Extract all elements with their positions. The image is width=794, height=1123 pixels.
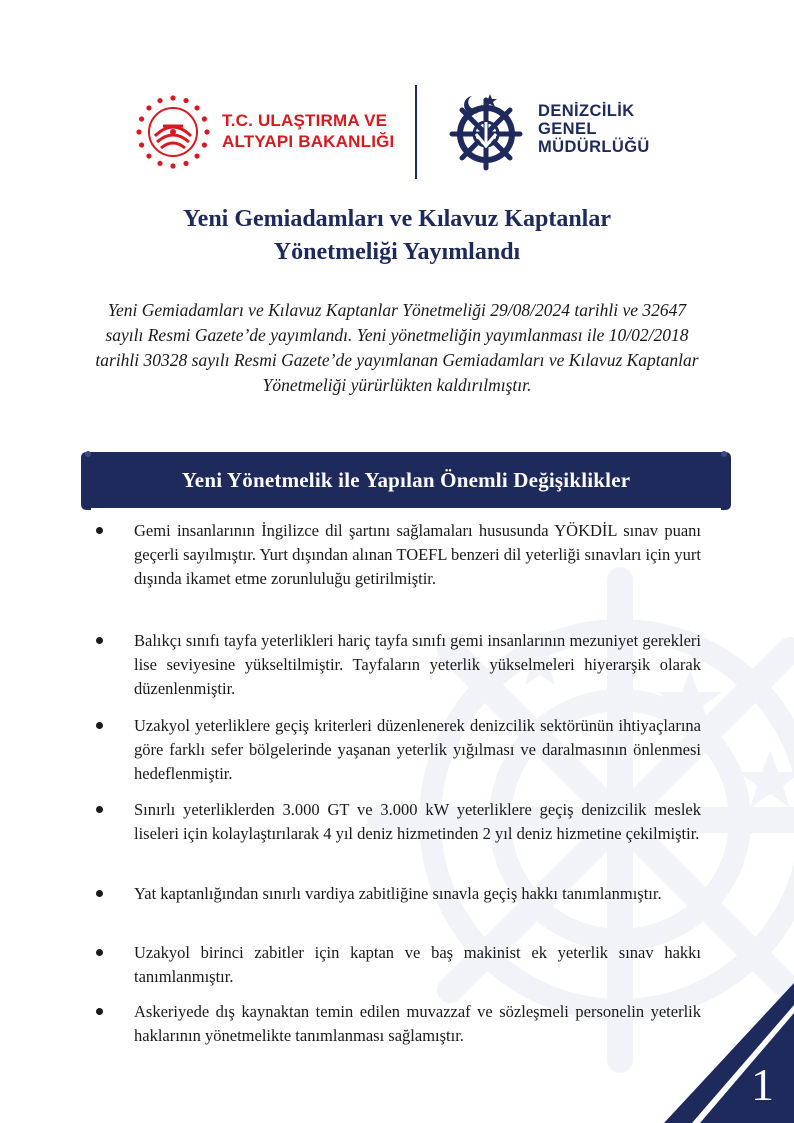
dgm-name-line1: DENİZCİLİK [538,102,635,120]
bullet-icon [96,637,103,644]
ship-wheel-anchor-logo-icon [442,88,526,174]
dgm-name [538,102,650,156]
bullet-icon [96,722,103,729]
header-divider [415,85,417,179]
ministry-name-line1: T.C. ULAŞTIRMA VE [222,111,388,130]
list-item-text: Gemi insanlarının İngilizce dil şartını sağlamaları hususunda YÖKDİL sınav puanı geçerli sayılmıştır. Yurt dışından alınan TOEFL benzeri dil yeterliği sınavları için yurt dışında ikamet etme zorunluluğu getirilmiştir. [134,521,701,588]
page-number: 1 [751,1059,774,1110]
bullet-icon [96,806,103,813]
list-item-text: Askeriyede dış kaynaktan temin edilen muvazzaf ve sözleşmeli personelin yeterlik haklarının yönetmelikte tanımlanması sağlamıştır. [134,1002,701,1045]
bullet-icon [96,890,103,897]
ministry-name [222,110,394,152]
intro-paragraph: Yeni Gemiadamları ve Kılavuz Kaptanlar Yönetmeliği 29/08/2024 tarihli ve 32647 sayılı Resmi Gazete’de yayımlandı. Yeni yönetmeliğin yayımlanması ile 10/02/2018 tarihli 30328 sayılı Resmi Gazete’de yayımlanan Gemiadamları ve Kılavuz Kaptanlar Yönetmeliği yürürlükten kaldırılmıştır. [95,300,699,395]
section-banner [87,452,725,508]
bullet-icon [96,949,103,956]
page-title-line2: Yönetmeliği Yayımlandı [273,239,521,265]
page-title [0,203,794,269]
list-item-text: Sınırlı yeterliklerden 3.000 GT ve 3.000 kW yeterliklere geçiş denizcilik meslek liseleri için kolaylaştırılarak 4 yıl deniz hizmetinden 2 yıl deniz hizmetine çekilmiştir. [134,800,701,843]
section-title: Yeni Yönetmelik ile Yapılan Önemli Değişiklikler [181,467,631,492]
list-item-text: Uzakyol yeterliklere geçiş kriterleri düzenlenerek denizcilik sektörünün ihtiyaçlarına göre farklı sefer bölgelerinde yaşanan yeterlik yığılması ve daralmasının önlenmesi hedeflenmiştir. [134,716,701,783]
page-title-line1: Yeni Gemiadamları ve Kılavuz Kaptanlar [183,206,611,232]
ministry-name-line2: ALTYAPI BAKANLIĞI [222,132,395,151]
ministry-star-logo-icon [133,92,213,172]
page-corner-decoration [664,983,794,1123]
bullet-icon [96,1008,103,1015]
dgm-name-line2: GENEL [538,120,597,138]
list-item-text: Uzakyol birinci zabitler için kaptan ve baş makinist ek yeterlik sınav hakkı tanımlanmıştır. [134,943,701,986]
bullet-icon [96,527,103,534]
page-header [0,80,794,190]
list-item-text: Yat kaptanlığından sınırlı vardiya zabitliğine sınavla geçiş hakkı tanımlanmıştır. [134,884,662,903]
list-item-text: Balıkçı sınıfı tayfa yeterlikleri hariç tayfa sınıfı gemi insanlarının mezuniyet gerekleri lise seviyesine yükseltilmiştir. Tayfaların yeterlik yükselmeleri hiyerarşik olarak düzenlenmiştir. [134,631,701,698]
dgm-name-line3: MÜDÜRLÜĞÜ [538,138,650,156]
